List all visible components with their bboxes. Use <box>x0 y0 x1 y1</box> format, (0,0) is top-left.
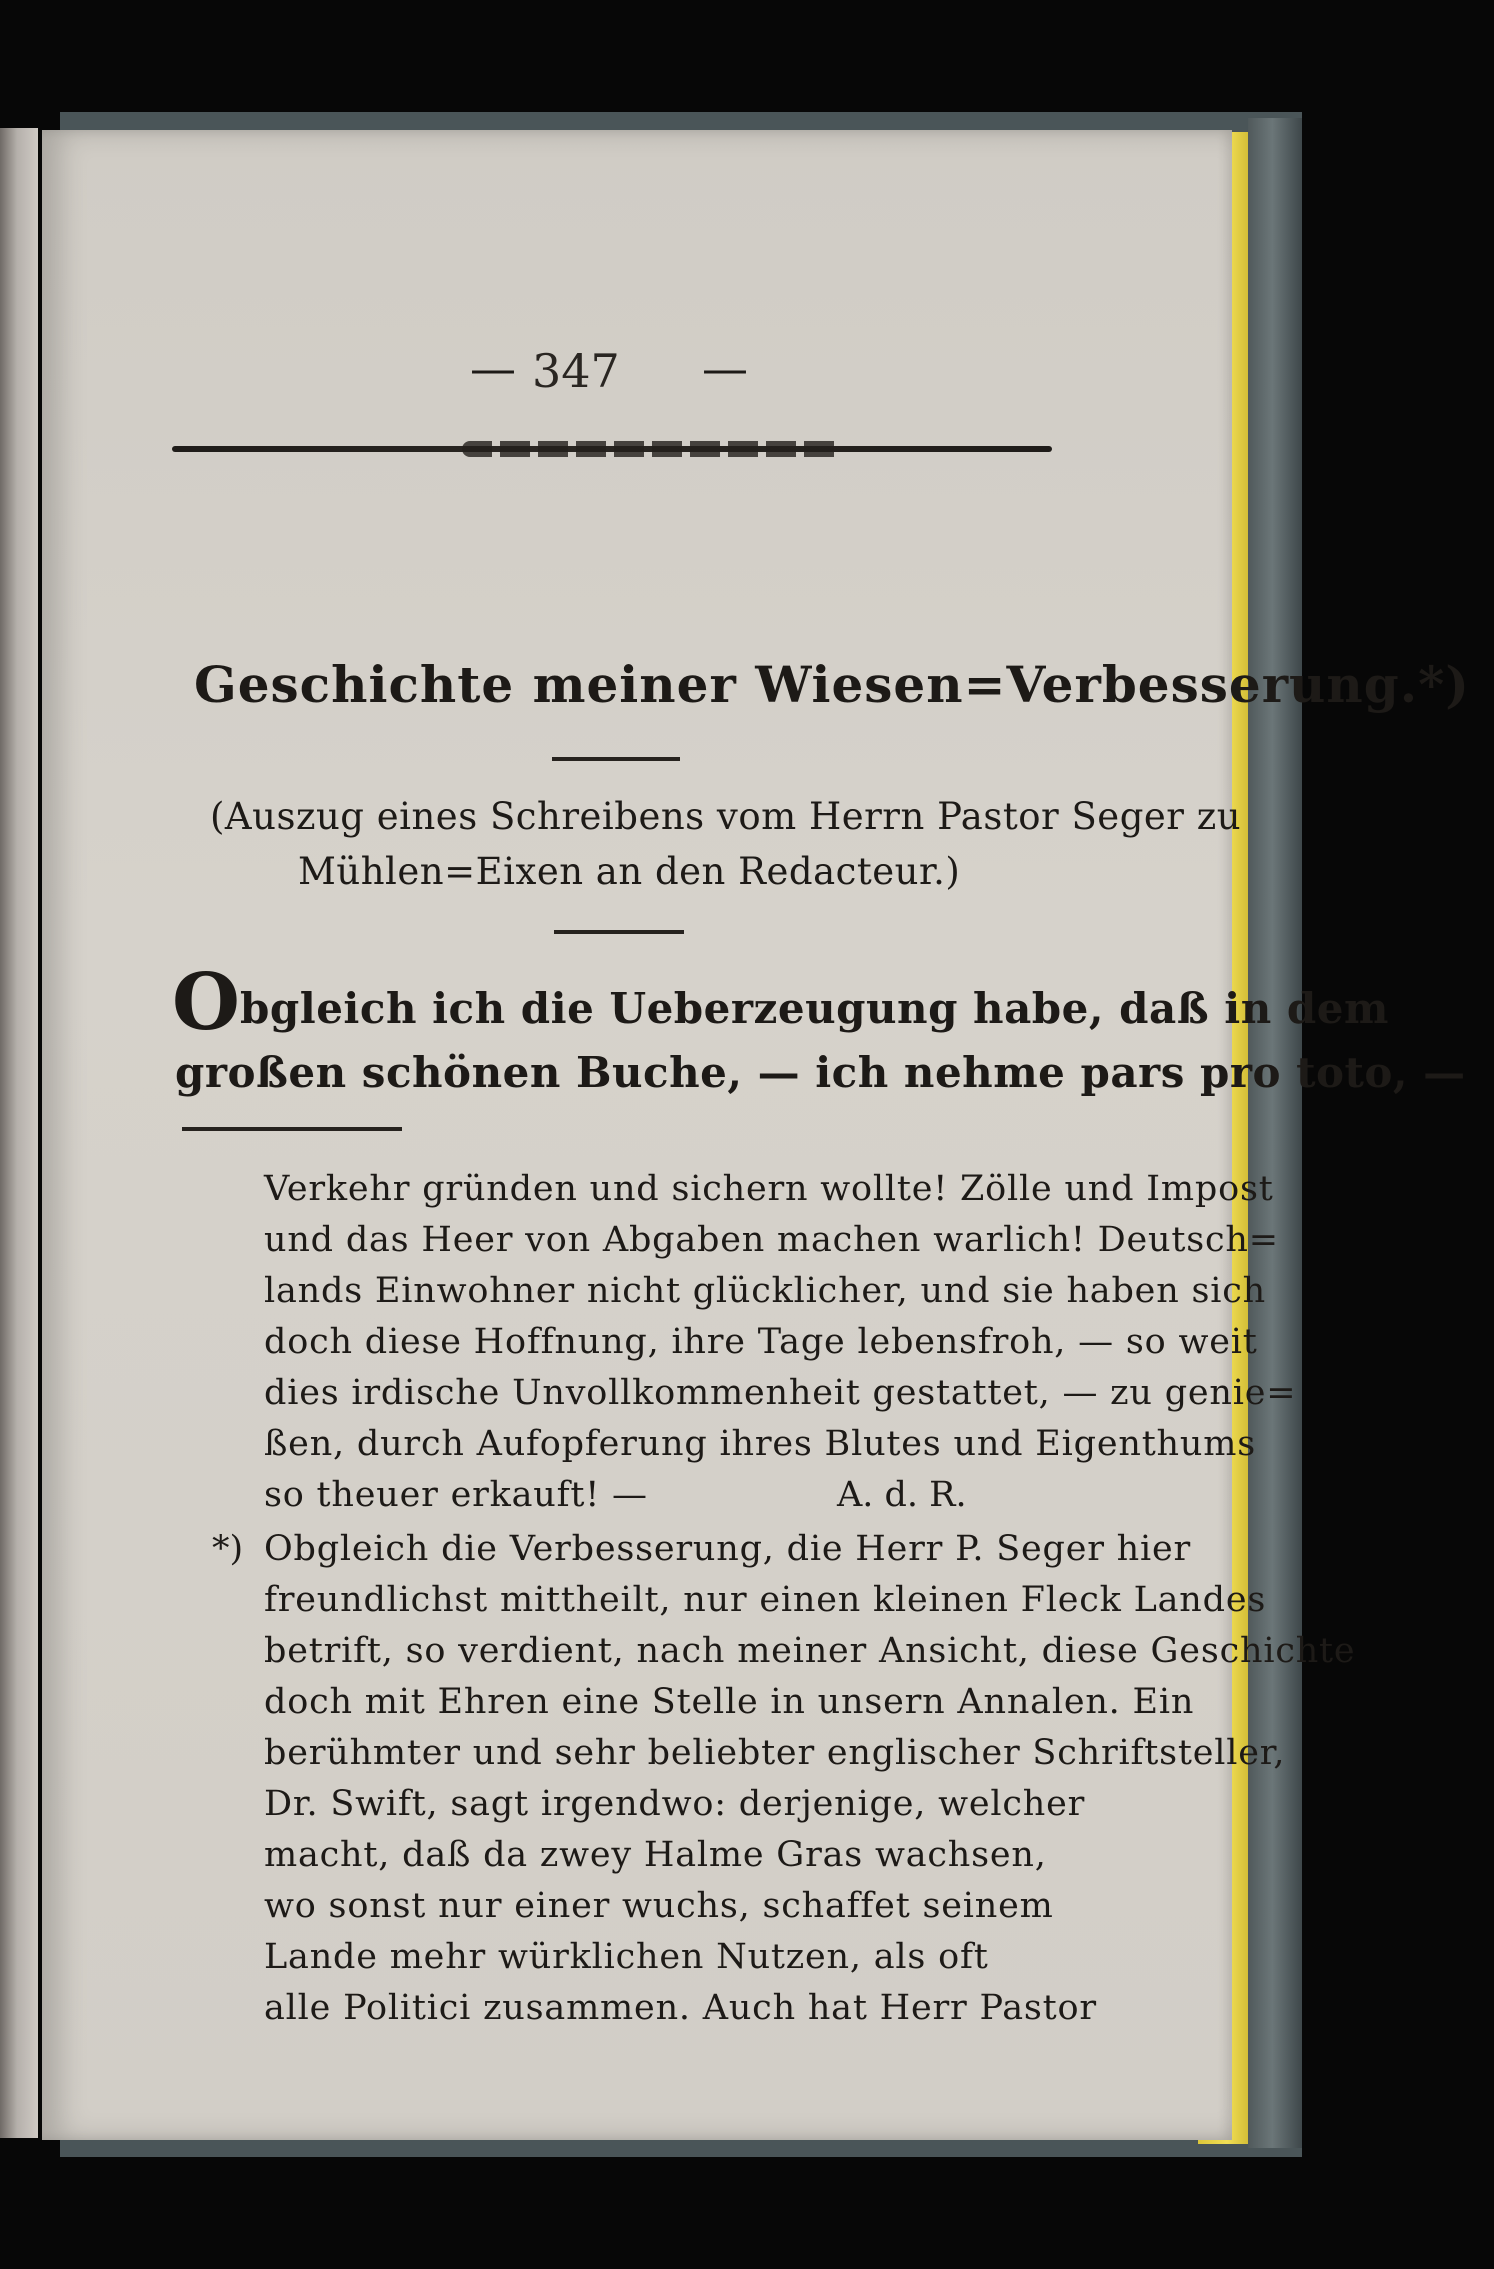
book-cover-edge <box>1248 118 1302 2148</box>
footnote-continued-line: ßen, durch Aufopferung ihres Blutes und Eigenthums <box>264 1424 1256 1464</box>
footnote-line: alle Politici zusammen. Auch hat Herr Pastor <box>264 1988 1097 2028</box>
footnote-line: berühmter und sehr beliebter englischer Schriftsteller, <box>264 1733 1286 1773</box>
left-page-edge <box>0 128 38 2138</box>
subtitle-line-1: (Auszug eines Schreibens vom Herrn Pastor Seger zu <box>210 795 1242 838</box>
footnote-line: macht, daß da zwey Halme Gras wachsen, <box>264 1835 1047 1875</box>
footnote-line: betrift, so verdient, nach meiner Ansicht, diese Geschichte <box>264 1631 1356 1671</box>
footnote-line: doch mit Ehren eine Stelle in unsern Annalen. Ein <box>264 1682 1195 1722</box>
footnote-continued-line: so theuer erkauft! — <box>264 1475 648 1515</box>
footnote-rule <box>182 1127 402 1131</box>
footnote-line: Dr. Swift, sagt irgendwo: derjenige, welcher <box>264 1784 1086 1824</box>
footnote-continued-line: und das Heer von Abgaben machen warlich! Deutsch= <box>264 1220 1279 1260</box>
subtitle-line-2: Mühlen=Eixen an den Redacteur.) <box>298 850 961 893</box>
footnote-line: wo sonst nur einer wuchs, schaffet seinem <box>264 1886 1054 1926</box>
footnote-signature: A. d. R. <box>837 1475 967 1515</box>
footnote-marker: *) <box>212 1529 244 1569</box>
subtitle-rule <box>554 930 684 934</box>
footnote-continued-line: dies irdische Unvollkommenheit gestattet, — zu genie= <box>264 1373 1297 1413</box>
footnote-continued-line: lands Einwohner nicht glücklicher, und sie haben sich <box>264 1271 1266 1311</box>
footnote-line: freundlichst mittheilt, nur einen kleinen Fleck Landes <box>264 1580 1267 1620</box>
footnote-continued-line: Verkehr gründen und sichern wollte! Zölle und Impost <box>264 1169 1274 1209</box>
body-line-1: bgleich ich die Ueberzeugung habe, daß in dem <box>240 984 1389 1033</box>
drop-cap: O <box>172 957 240 1048</box>
footnote-continued-line: doch diese Hoffnung, ihre Tage lebensfroh, — so weit <box>264 1322 1258 1362</box>
header-dash-left: — <box>470 341 516 395</box>
page-number: 347 <box>532 344 620 398</box>
title-rule <box>552 757 680 761</box>
header-rule-ornament <box>462 441 842 457</box>
article-title: Geschichte meiner Wiesen=Verbesserung.*) <box>194 655 1470 714</box>
book-page <box>42 130 1470 2140</box>
footnote-line: Obgleich die Verbesserung, die Herr P. Seger hier <box>264 1529 1192 1569</box>
footnote-line: Lande mehr würklichen Nutzen, als oft <box>264 1937 989 1977</box>
body-line-2: großen schönen Buche, — ich nehme pars pro toto, — <box>175 1048 1466 1097</box>
header-dash-right: — <box>702 341 748 395</box>
